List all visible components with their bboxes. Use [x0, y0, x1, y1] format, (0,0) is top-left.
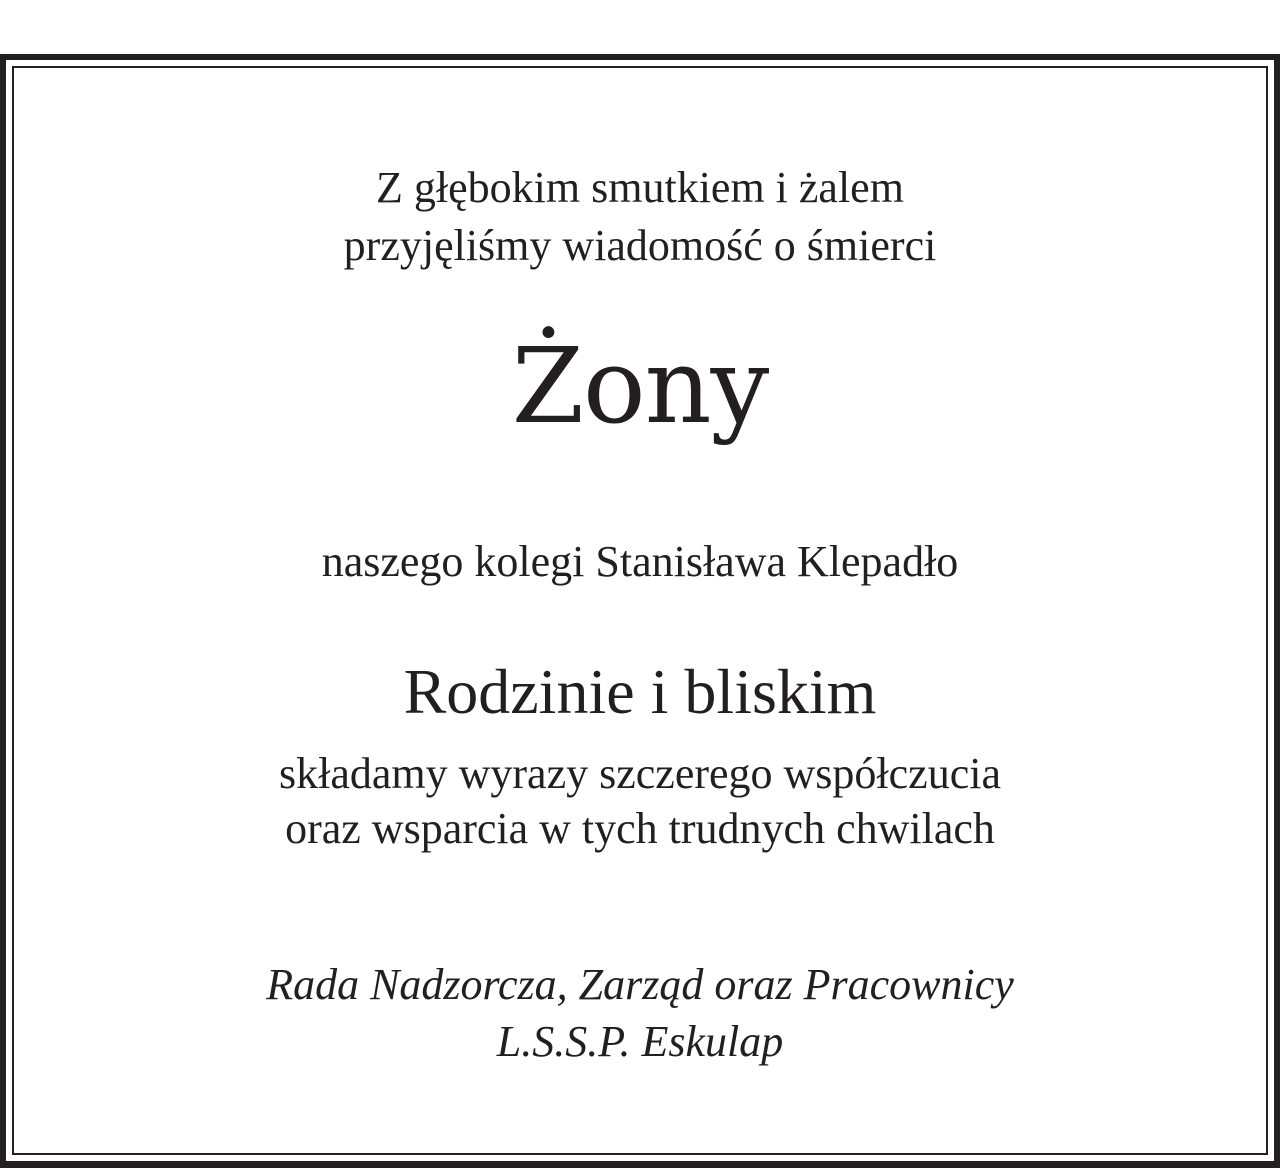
deceased-heading: Żony: [511, 325, 769, 447]
addressee-heading: Rodzinie i bliskim: [403, 656, 877, 727]
signature-line-2: L.S.S.P. Eskulap: [496, 1017, 784, 1066]
condolence-line-1: składamy wyrazy szczerego współczucia: [278, 749, 1001, 798]
intro-line-1: Z głębokim smutkiem i żalem: [376, 163, 904, 212]
relation-line: naszego kolegi Stanisława Klepadło: [321, 537, 959, 586]
condolence-line-2: oraz wsparcia w tych trudnych chwilach: [285, 804, 995, 853]
intro-line-2: przyjęliśmy wiadomość o śmierci: [343, 221, 937, 270]
signature-line-1: Rada Nadzorcza, Zarząd oraz Pracownicy: [266, 960, 1014, 1009]
